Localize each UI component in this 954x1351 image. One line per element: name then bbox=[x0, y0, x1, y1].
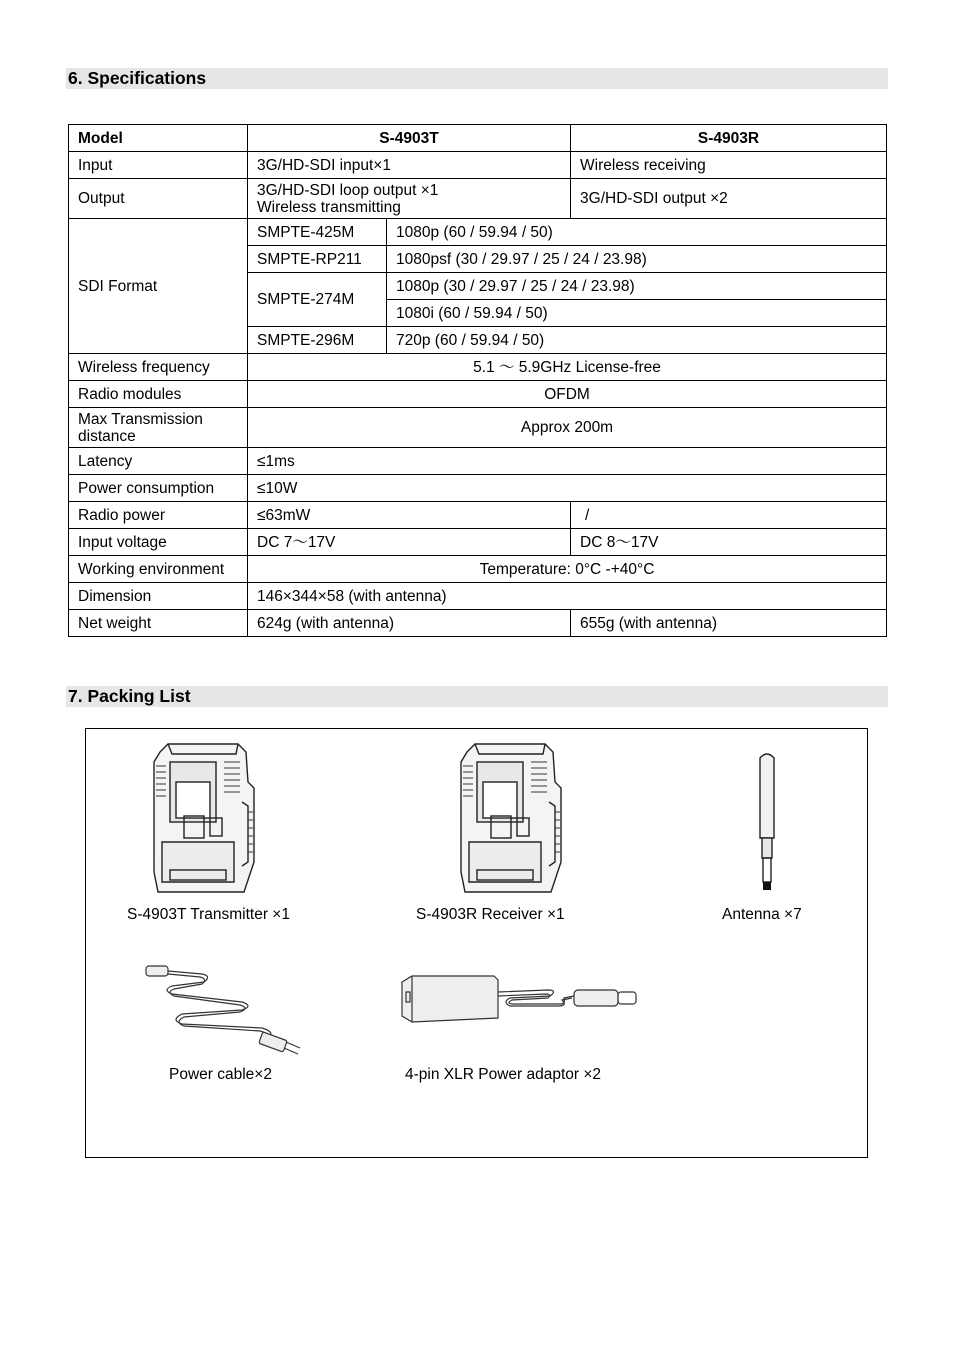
sdi-standard: SMPTE-296M bbox=[248, 327, 387, 354]
row-label bbox=[69, 408, 248, 448]
header-model: Model bbox=[69, 125, 248, 152]
label-line: distance bbox=[78, 427, 136, 445]
table-row bbox=[69, 381, 887, 408]
cell-rx: Wireless receiving bbox=[571, 152, 887, 179]
table-row bbox=[69, 219, 887, 246]
power-cable-icon bbox=[142, 962, 308, 1056]
table-row bbox=[69, 448, 887, 475]
row-label: Radio modules bbox=[69, 381, 248, 408]
table-row bbox=[69, 529, 887, 556]
row-label: Working environment bbox=[69, 556, 248, 583]
row-label: Radio power bbox=[69, 502, 248, 529]
row-label: Wireless frequency bbox=[69, 354, 248, 381]
table-row bbox=[69, 152, 887, 179]
table-row bbox=[69, 354, 887, 381]
packing-item-receiver: S-4903R Receiver ×1 bbox=[416, 906, 565, 923]
cell-rx: DC 8～17V bbox=[571, 529, 887, 556]
sdi-standard: SMPTE-RP211 bbox=[248, 246, 387, 273]
cell-rx: 655g (with antenna) bbox=[571, 610, 887, 637]
table-row bbox=[69, 179, 887, 219]
power-adaptor-icon bbox=[398, 972, 640, 1026]
header-s-4903r: S-4903R bbox=[571, 125, 887, 152]
cell-tx: 3G/HD-SDI input×1 bbox=[248, 152, 571, 179]
label-line: Max Transmission bbox=[78, 410, 203, 428]
row-label: Latency bbox=[69, 448, 248, 475]
row-label: Power consumption bbox=[69, 475, 248, 502]
row-label: Input voltage bbox=[69, 529, 248, 556]
row-label: Net weight bbox=[69, 610, 248, 637]
sdi-standard: SMPTE-425M bbox=[248, 219, 387, 246]
packing-item-power-adaptor: 4-pin XLR Power adaptor ×2 bbox=[405, 1066, 602, 1083]
table-row bbox=[69, 502, 887, 529]
cell-tx: 624g (with antenna) bbox=[248, 610, 571, 637]
receiver-unit-icon bbox=[455, 742, 565, 894]
sdi-format: 1080p (30 / 29.97 / 25 / 24 / 23.98) bbox=[387, 273, 887, 300]
cell-tx bbox=[248, 179, 571, 219]
cell-value: Approx 200m bbox=[248, 408, 887, 448]
cell-value: ≤1ms bbox=[248, 448, 887, 475]
row-label: Output bbox=[69, 179, 248, 219]
sdi-format: 1080i (60 / 59.94 / 50) bbox=[387, 300, 887, 327]
table-row bbox=[69, 556, 887, 583]
cell-line: Wireless transmitting bbox=[257, 198, 401, 216]
sdi-standard: SMPTE-274M bbox=[248, 273, 387, 327]
cell-rx: 3G/HD-SDI output ×2 bbox=[571, 179, 887, 219]
header-s-4903t: S-4903T bbox=[248, 125, 571, 152]
specifications-table bbox=[68, 124, 887, 637]
sdi-format: 720p (60 / 59.94 / 50) bbox=[387, 327, 887, 354]
table-row bbox=[69, 408, 887, 448]
cell-value: 146×344×58 (with antenna) bbox=[248, 583, 887, 610]
table-row bbox=[69, 475, 887, 502]
cell-value: Temperature: 0°C -+40°C bbox=[248, 556, 887, 583]
sdi-format: 1080p (60 / 59.94 / 50) bbox=[387, 219, 887, 246]
cell-line: 3G/HD-SDI loop output ×1 bbox=[257, 181, 439, 199]
row-label: Dimension bbox=[69, 583, 248, 610]
transmitter-unit-icon bbox=[148, 742, 258, 894]
cell-value: ≤10W bbox=[248, 475, 887, 502]
packing-item-transmitter: S-4903T Transmitter ×1 bbox=[127, 906, 290, 923]
row-label: Input bbox=[69, 152, 248, 179]
row-label-sdi-format: SDI Format bbox=[69, 219, 248, 354]
cell-value: OFDM bbox=[248, 381, 887, 408]
table-row bbox=[69, 583, 887, 610]
cell-value: 5.1 ～ 5.9GHz License-free bbox=[248, 354, 887, 381]
table-row bbox=[69, 610, 887, 637]
section-heading-packing-list: 7. Packing List bbox=[66, 686, 888, 707]
antenna-icon bbox=[754, 750, 780, 892]
section-heading-specifications: 6. Specifications bbox=[66, 68, 888, 89]
cell-tx: ≤63mW bbox=[248, 502, 571, 529]
packing-item-antenna: Antenna ×7 bbox=[722, 906, 802, 923]
sdi-format: 1080psf (30 / 29.97 / 25 / 24 / 23.98) bbox=[387, 246, 887, 273]
packing-item-power-cable: Power cable×2 bbox=[169, 1066, 272, 1083]
table-row bbox=[69, 125, 887, 152]
cell-rx: / bbox=[571, 502, 887, 529]
cell-tx: DC 7～17V bbox=[248, 529, 571, 556]
